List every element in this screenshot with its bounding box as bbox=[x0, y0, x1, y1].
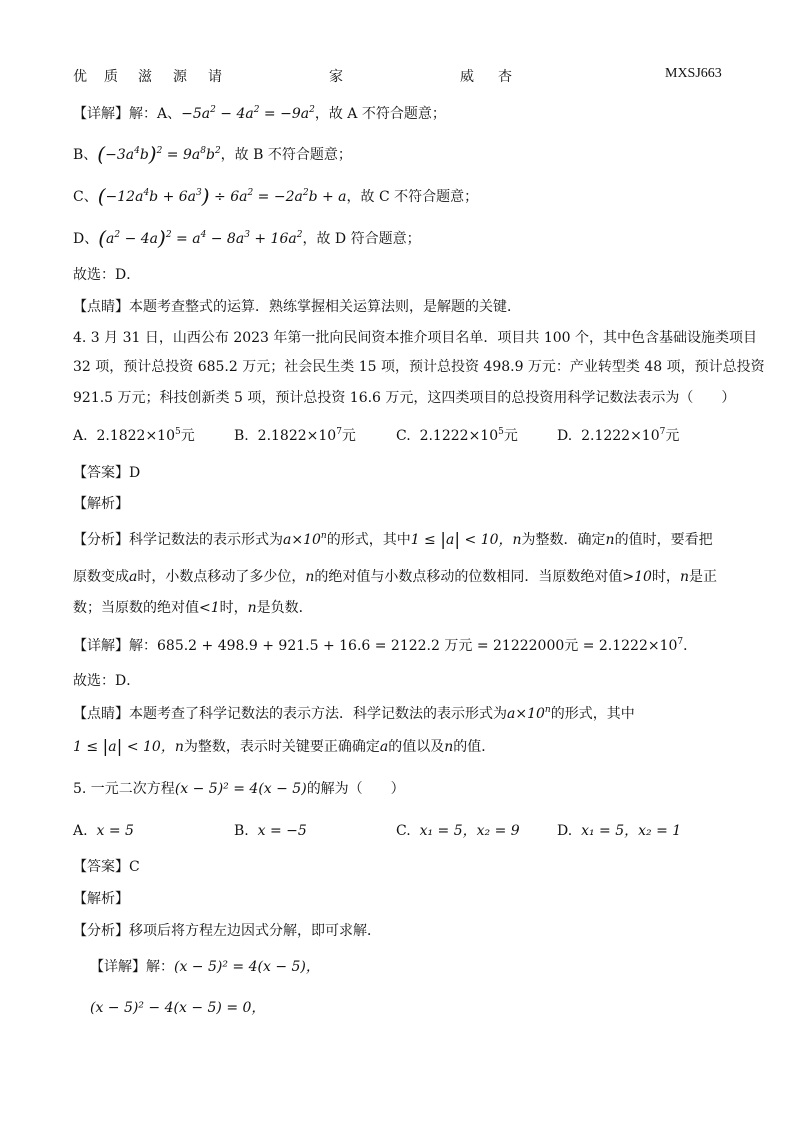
option-unit: 元 bbox=[341, 428, 356, 444]
option-value: 2.1222×10 bbox=[419, 428, 499, 444]
q4-option-a bbox=[73, 426, 195, 446]
text: 是正 bbox=[688, 569, 717, 585]
formula: $a\times 10^n$ bbox=[507, 705, 551, 722]
q4-stem-line2: 32 项，预计总投资 685.2 万元；社会民生类 15 项，预计总投资 498.9 万元：产业转型类 48 项，预计总投资 bbox=[73, 359, 765, 375]
text: 为整数，表示时关键要正确确定 bbox=[183, 739, 380, 755]
q4-comment-line2 bbox=[73, 737, 495, 757]
option-label: A. bbox=[73, 823, 88, 839]
header-char: 家 bbox=[329, 69, 343, 85]
header-char: 滋 bbox=[138, 69, 152, 85]
text: ． bbox=[683, 638, 698, 654]
q3-detail-d bbox=[73, 228, 421, 249]
formula: n bbox=[605, 532, 615, 548]
text: 时， bbox=[219, 600, 248, 616]
q3-d-prefix: D、 bbox=[73, 231, 99, 247]
q5-option-b bbox=[234, 821, 307, 841]
text: 为整数．确定 bbox=[521, 532, 606, 548]
fenxi-tag: 【分析】 bbox=[73, 923, 129, 939]
formula: >10 bbox=[622, 569, 652, 585]
formula: (x − 5)² = 4(x − 5)， bbox=[174, 959, 320, 975]
answer-value: C bbox=[129, 859, 140, 875]
detail-tag: 【详解】 bbox=[90, 959, 146, 975]
text: 的形式，其中 bbox=[326, 532, 411, 548]
option-exponent: 5 bbox=[498, 427, 504, 437]
formula: <1 bbox=[199, 600, 220, 616]
option-exponent: 5 bbox=[175, 427, 181, 437]
header-char: 源 bbox=[173, 69, 187, 85]
option-unit: 元 bbox=[180, 428, 195, 444]
q5-option-d bbox=[557, 821, 681, 841]
q5-stem bbox=[73, 779, 405, 799]
option-exponent: 7 bbox=[336, 427, 342, 437]
header-char: 请 bbox=[208, 69, 222, 85]
header-code: MXSJ663 bbox=[665, 66, 722, 81]
q5-option-a bbox=[73, 821, 134, 841]
q4-fenxi-line1 bbox=[73, 530, 713, 550]
q5-detail-line1 bbox=[90, 957, 320, 977]
q4-detail bbox=[73, 636, 697, 656]
formula: $(-3a^4b)^2 = 9a^8b^2$ bbox=[97, 142, 221, 166]
text: 的值时，要看把 bbox=[614, 532, 713, 548]
formula: $(a^2 - 4a)^2 = a^4 - 8a^3 + 16a^2$ bbox=[98, 226, 303, 250]
q3-comment-text: 本题考查整式的运算．熟练掌握相关运算法则，是解题的关键． bbox=[129, 299, 521, 315]
formula: n bbox=[444, 739, 454, 755]
text: 的值以及 bbox=[388, 739, 445, 755]
q5-fenxi bbox=[73, 921, 381, 941]
option-unit: 元 bbox=[665, 428, 680, 444]
q3-a-suffix: ，故 A 不符合题意； bbox=[314, 106, 446, 122]
q4-fenxi-line2 bbox=[73, 567, 717, 587]
q3-detail-b bbox=[73, 144, 352, 165]
q3-b-suffix: ，故 B 不符合题意； bbox=[220, 147, 352, 163]
q3-a-prefix: 解：A、 bbox=[129, 106, 182, 122]
text: 的值． bbox=[453, 739, 496, 755]
formula: n bbox=[247, 600, 257, 616]
text: 解： bbox=[146, 959, 174, 975]
option-label: D. bbox=[557, 428, 573, 444]
option-label: A. bbox=[73, 428, 88, 444]
text: 本题考查了科学记数法的表示方法．科学记数法的表示形式为 bbox=[129, 706, 507, 722]
option-label: C. bbox=[396, 428, 411, 444]
text: 的形式，其中 bbox=[550, 706, 635, 722]
option-unit: 元 bbox=[503, 428, 518, 444]
q5-answer bbox=[73, 857, 140, 877]
q4-option-b bbox=[234, 426, 356, 446]
formula: 1 ≤ |a| < 10，n bbox=[410, 530, 522, 550]
option-value: x = 5 bbox=[96, 823, 134, 839]
q3-comment bbox=[73, 297, 521, 317]
q3-d-suffix: ，故 D 符合题意； bbox=[302, 231, 421, 247]
text: 时， bbox=[651, 569, 680, 585]
q4-answer bbox=[73, 463, 140, 483]
header-char: 优 bbox=[73, 69, 87, 85]
fenxi-tag: 【分析】 bbox=[73, 532, 129, 548]
q4-fenxi-line3 bbox=[73, 598, 313, 618]
formula: (x − 5)² − 4(x − 5) = 0， bbox=[90, 1000, 266, 1016]
q3-c-prefix: C、 bbox=[73, 189, 98, 205]
comment-tag: 【点睛】 bbox=[73, 299, 129, 315]
formula: 1 ≤ |a| < 10，n bbox=[73, 737, 184, 757]
header-char: 威 bbox=[460, 69, 474, 85]
q5-detail-line2 bbox=[90, 998, 265, 1018]
formula: n bbox=[305, 569, 315, 585]
q4-stem-line1: 4. 3 月 31 日，山西公布 2023 年第一批向民间资本推介项目名单．项目共 100 个，其中色含基础设施类项目 bbox=[73, 330, 758, 346]
q4-analysis-tag: 【解析】 bbox=[73, 496, 129, 512]
option-exponent: 7 bbox=[659, 427, 666, 437]
q3-c-suffix: ，故 C 不符合题意； bbox=[346, 189, 479, 205]
formula: $a\times 10^n$ bbox=[283, 531, 327, 548]
option-label: D. bbox=[557, 823, 573, 839]
text: 科学记数法的表示形式为 bbox=[129, 532, 283, 548]
text: 是负数． bbox=[256, 600, 313, 616]
detail-tag: 【详解】 bbox=[73, 638, 129, 654]
text: 的解为（ ） bbox=[306, 781, 405, 797]
q3-detail-c bbox=[73, 186, 478, 207]
formula: n bbox=[679, 569, 689, 585]
q3-detail-a bbox=[73, 104, 446, 124]
q3-b-prefix: B、 bbox=[73, 147, 98, 163]
text: 原数变成 bbox=[73, 569, 129, 585]
q4-comment-line1 bbox=[73, 704, 635, 724]
formula: $(-12a^4b + 6a^3) \div 6a^2 = -2a^2b + a$ bbox=[97, 184, 347, 208]
answer-tag: 【答案】 bbox=[73, 859, 129, 875]
option-value: x₁ = 5，x₂ = 9 bbox=[419, 823, 520, 839]
formula: a bbox=[379, 739, 389, 755]
text: 数；当原数的绝对值 bbox=[73, 600, 199, 616]
q4-option-c bbox=[396, 426, 518, 446]
q5-option-c bbox=[396, 821, 520, 841]
text: 移项后将方程左边因式分解，即可求解． bbox=[129, 923, 381, 939]
option-label: B. bbox=[234, 428, 249, 444]
text: 时，小数点移动了多少位， bbox=[137, 569, 306, 585]
option-value: x = −5 bbox=[257, 823, 307, 839]
option-label: C. bbox=[396, 823, 411, 839]
header-char: 杏 bbox=[498, 69, 512, 85]
option-value: 2.1222×10 bbox=[581, 428, 660, 444]
q4-stem-line3: 921.5 万元；科技创新类 5 项，预计总投资 16.6 万元，这四类项目的总投资用科学记数法表示为（ ） bbox=[73, 390, 736, 406]
q4-option-d bbox=[557, 426, 679, 446]
exponent: 7 bbox=[677, 637, 684, 647]
option-value: 2.1822×10 bbox=[96, 428, 175, 444]
formula: (x − 5)² = 4(x − 5) bbox=[174, 781, 307, 797]
answer-tag: 【答案】 bbox=[73, 465, 129, 481]
answer-value: D bbox=[129, 465, 141, 481]
text: 的绝对值与小数点移动的位数相同．当原数绝对值 bbox=[314, 569, 623, 585]
option-value: x₁ = 5，x₂ = 1 bbox=[581, 823, 682, 839]
text: 解： bbox=[129, 638, 157, 654]
q3-choose: 故选：D． bbox=[73, 267, 141, 283]
comment-tag: 【点睛】 bbox=[73, 706, 129, 722]
detail-tag: 【详解】 bbox=[73, 106, 129, 122]
page-header bbox=[0, 66, 794, 86]
option-label: B. bbox=[234, 823, 249, 839]
q5-analysis-tag: 【解析】 bbox=[73, 891, 129, 907]
formula: a bbox=[129, 569, 138, 585]
header-char: 质 bbox=[104, 69, 118, 85]
formula: 685.2 + 498.9 + 921.5 + 16.6 = 2122.2 万元 = 21222000元 = 2.1222×10 bbox=[157, 638, 678, 654]
option-value: 2.1822×10 bbox=[257, 428, 337, 444]
formula: $-5a^2 - 4a^2 = -9a^2$ bbox=[181, 105, 315, 122]
text: 5. 一元二次方程 bbox=[73, 781, 175, 797]
q4-choose: 故选：D． bbox=[73, 673, 141, 689]
